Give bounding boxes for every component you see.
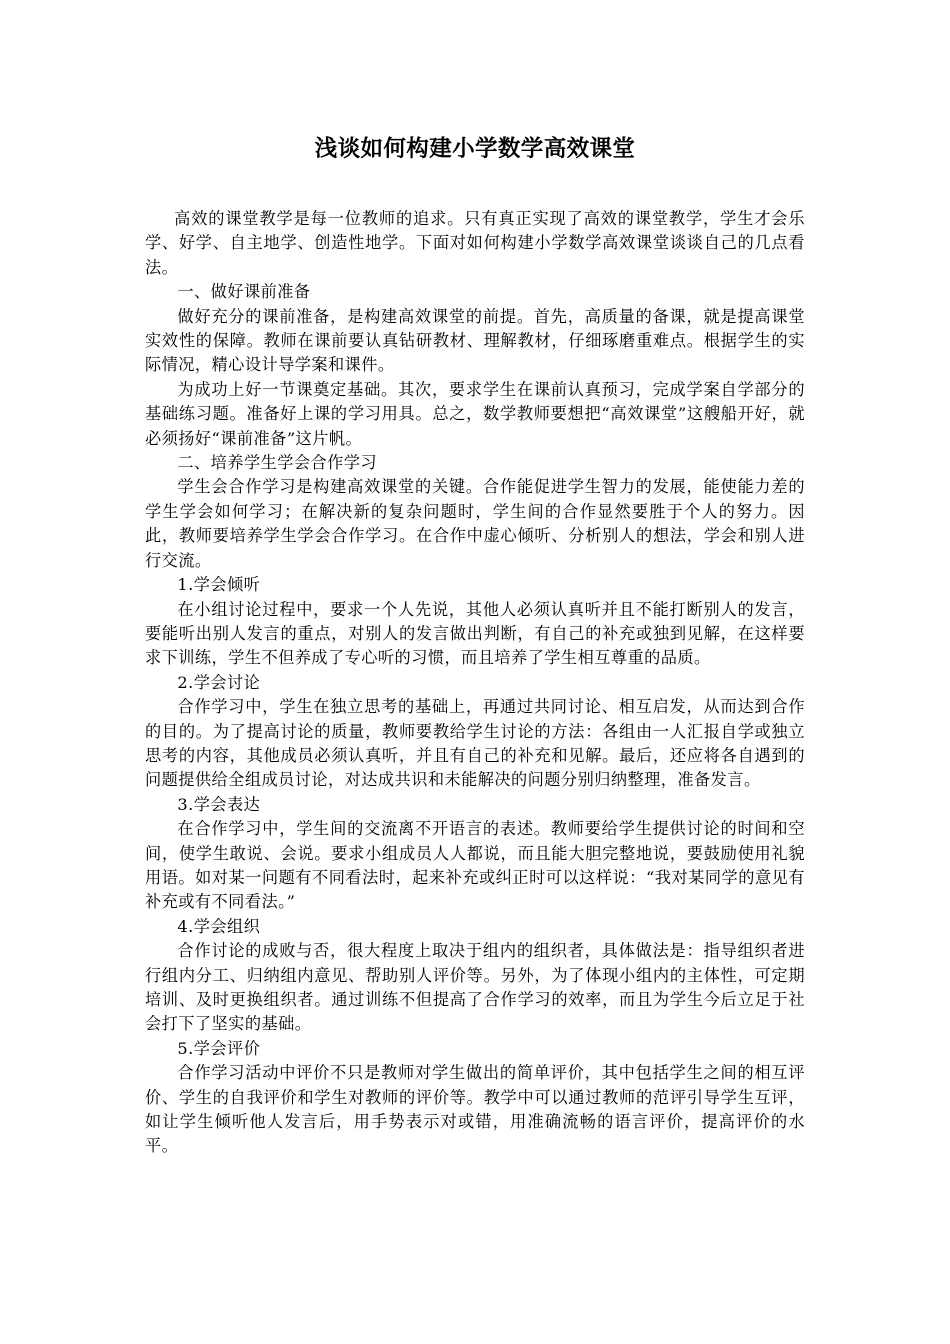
paragraph: 合作学习中，学生在独立思考的基础上，再通过共同讨论、相互启发，从而达到合作的目的。为了提高讨论的质量，教师要教给学生讨论的方法：各组由一人汇报自学或独立思考的内容，其他成员必须认真听，并且有自己的补充和见解。最后，还应将各自遇到的问题提供给全组成员讨论，对达成共识和未能解决的问题分别归纳整理，准备发言。 xyxy=(145,697,805,790)
intro-paragraph: 高效的课堂教学是每一位教师的追求。只有真正实现了高效的课堂教学，学生才会乐学、好学、自主地学、创造性地学。下面对如何构建小学数学高效课堂谈谈自己的几点看法。 xyxy=(145,209,805,277)
section-heading-1: 一、做好课前准备 xyxy=(177,282,311,302)
subsection-heading-listening: 1.学会倾听 xyxy=(177,575,261,595)
document-page xyxy=(145,134,805,1159)
subsection-heading-organization: 4.学会组织 xyxy=(177,916,261,936)
document-title: 浅谈如何构建小学数学高效课堂 xyxy=(314,136,636,162)
paragraph: 合作学习活动中评价不只是教师对学生做出的简单评价，其中包括学生之间的相互评价、学生的自我评价和学生对教师的评价等。教学中可以通过教师的范评引导学生互评，如让学生倾听他人发言后，用手势表示对或错，用准确流畅的语言评价，提高评价的水平。 xyxy=(145,1063,805,1156)
paragraph: 合作讨论的成败与否，很大程度上取决于组内的组织者，具体做法是：指导组织者进行组内分工、归纳组内意见、帮助别人评价等。另外，为了体现小组内的主体性，可定期培训、及时更换组织者。通过训练不但提高了合作学习的效率，而且为学生今后立足于社会打下了坚实的基础。 xyxy=(145,941,805,1034)
paragraph: 在小组讨论过程中，要求一个人先说，其他人必须认真听并且不能打断别人的发言，要能听出别人发言的重点，对别人的发言做出判断，有自己的补充或独到见解，在这样要求下训练，学生不但养成了专心听的习惯，而且培养了学生相互尊重的品质。 xyxy=(145,599,805,668)
subsection-heading-discussion: 2.学会讨论 xyxy=(177,672,261,692)
paragraph: 在合作学习中，学生间的交流离不开语言的表述。教师要给学生提供讨论的时间和空间，使学生敢说、会说。要求小组成员人人都说，而且能大胆完整地说，要鼓励使用礼貌用语。如对某一问题有不同看法时，起来补充或纠正时可以这样说：“我对某同学的意见有补充或有不同看法。” xyxy=(145,819,805,912)
paragraph: 做好充分的课前准备，是构建高效课堂的前提。首先，高质量的备课，就是提高课堂实效性的保障。教师在课前要认真钻研教材、理解教材，仔细琢磨重难点。根据学生的实际情况，精心设计导学案和课件。 xyxy=(145,306,805,375)
subsection-heading-expression: 3.学会表达 xyxy=(177,794,261,814)
section-heading-2: 二、培养学生学会合作学习 xyxy=(177,453,378,473)
subsection-heading-evaluation: 5.学会评价 xyxy=(177,1038,261,1058)
paragraph: 学生会合作学习是构建高效课堂的关键。合作能促进学生智力的发展，能使能力差的学生学会如何学习；在解决新的复杂问题时，学生间的合作显然要胜于个人的努力。因此，教师要培养学生学会合作学习。在合作中虚心倾听、分析别人的想法，学会和别人进行交流。 xyxy=(145,477,805,570)
paragraph: 为成功上好一节课奠定基础。其次，要求学生在课前认真预习，完成学案自学部分的基础练习题。准备好上课的学习用具。总之，数学教师要想把“高效课堂”这艘船开好，就必须扬好“课前准备”这片帆。 xyxy=(145,379,805,448)
